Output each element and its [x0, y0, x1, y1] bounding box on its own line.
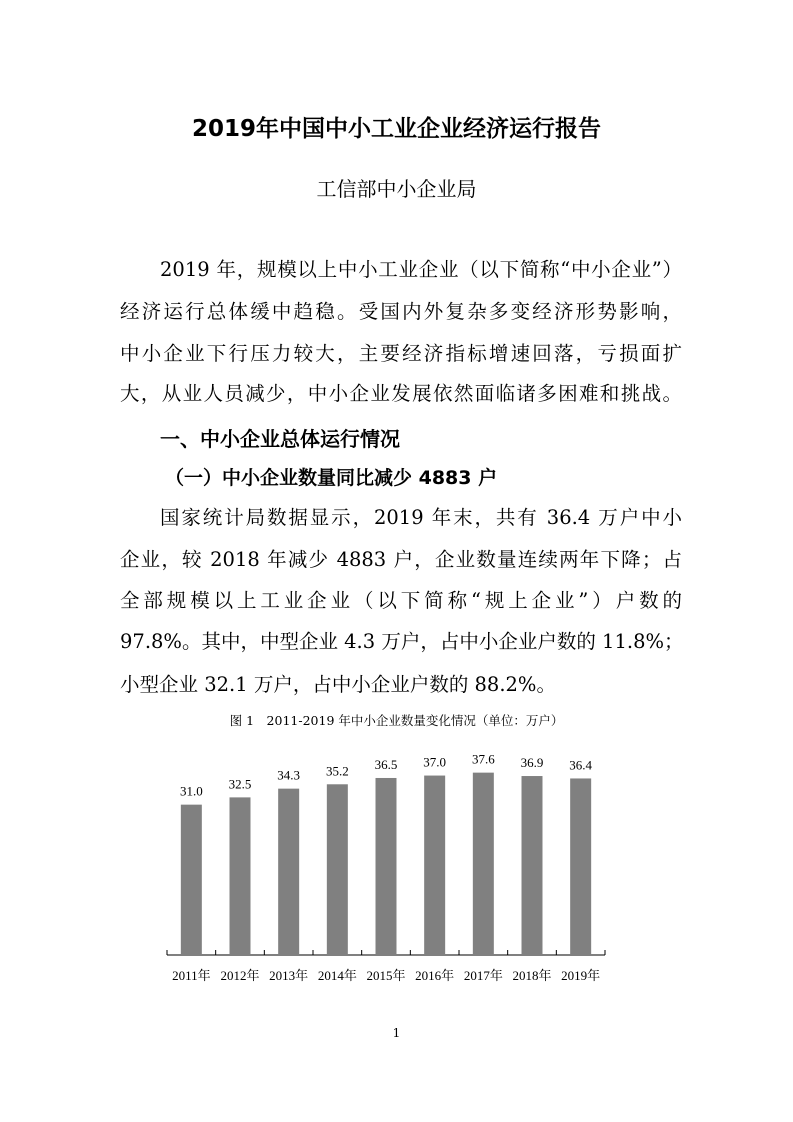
x-tick-label: 2012年 [220, 968, 260, 983]
section-heading: 一、中小企业总体运行情况 [160, 427, 400, 451]
x-tick-label: 2015年 [366, 968, 406, 983]
paragraph-line: 全部规模以上工业企业（以下简称“规上企业”）户数的 [120, 589, 682, 612]
document-title: 2019年中国中小工业企业经济运行报告 [191, 116, 601, 142]
bar-chart [150, 740, 620, 990]
x-tick-label: 2017年 [463, 968, 503, 983]
data-label: 37.0 [423, 754, 447, 770]
x-tick-label: 2014年 [317, 968, 357, 983]
x-tick-label: 2011年 [172, 968, 211, 983]
document-author: 工信部中小企业局 [316, 177, 477, 201]
bar [473, 773, 494, 955]
data-label: 37.6 [471, 751, 495, 767]
x-tick-label: 2013年 [269, 968, 309, 983]
bar [424, 776, 445, 955]
data-label: 35.2 [325, 763, 349, 779]
data-label: 32.5 [228, 776, 252, 792]
paragraph-line: 经济运行总体缓中趋稳。受国内外复杂多变经济形势影响， [120, 300, 682, 323]
data-label: 34.3 [277, 767, 301, 783]
subsection-heading: （一）中小企业数量同比减少 4883 户 [165, 467, 498, 489]
bar [376, 778, 397, 955]
x-tick-label: 2016年 [415, 968, 455, 983]
bar [181, 805, 202, 955]
paragraph-line: 国家统计局数据显示，2019 年末，共有 36.4 万户中小 [160, 506, 682, 529]
paragraph-line: 2019 年，规模以上中小工业企业（以下简称“中小企业”） [160, 258, 682, 281]
x-tick-label: 2018年 [512, 968, 552, 983]
data-label: 31.0 [179, 783, 203, 799]
paragraph-line: 大，从业人员减少，中小企业发展依然面临诸多困难和挑战。 [120, 382, 682, 405]
data-label: 36.5 [374, 756, 398, 772]
bar [278, 789, 299, 955]
paragraph-line: 小型企业 32.1 万户，占中小企业户数的 88.2%。 [120, 673, 556, 696]
paragraph-line: 企业，较 2018 年减少 4883 户，企业数量连续两年下降；占 [120, 548, 682, 571]
page-number: 1 [392, 1026, 401, 1040]
bar [327, 784, 348, 955]
bar [522, 776, 543, 955]
data-label: 36.9 [520, 755, 544, 771]
paragraph-line: 中小企业下行压力较大，主要经济指标增速回落，亏损面扩 [120, 342, 682, 365]
data-label: 36.4 [569, 757, 593, 773]
bar [570, 778, 591, 955]
chart-caption: 图 1 2011-2019 年中小企业数量变化情况（单位：万户） [229, 713, 564, 728]
bar [230, 797, 251, 955]
x-tick-label: 2019年 [561, 968, 601, 983]
paragraph-line: 97.8%。其中，中型企业 4.3 万户，占中小企业户数的 11.8%； [120, 630, 684, 653]
